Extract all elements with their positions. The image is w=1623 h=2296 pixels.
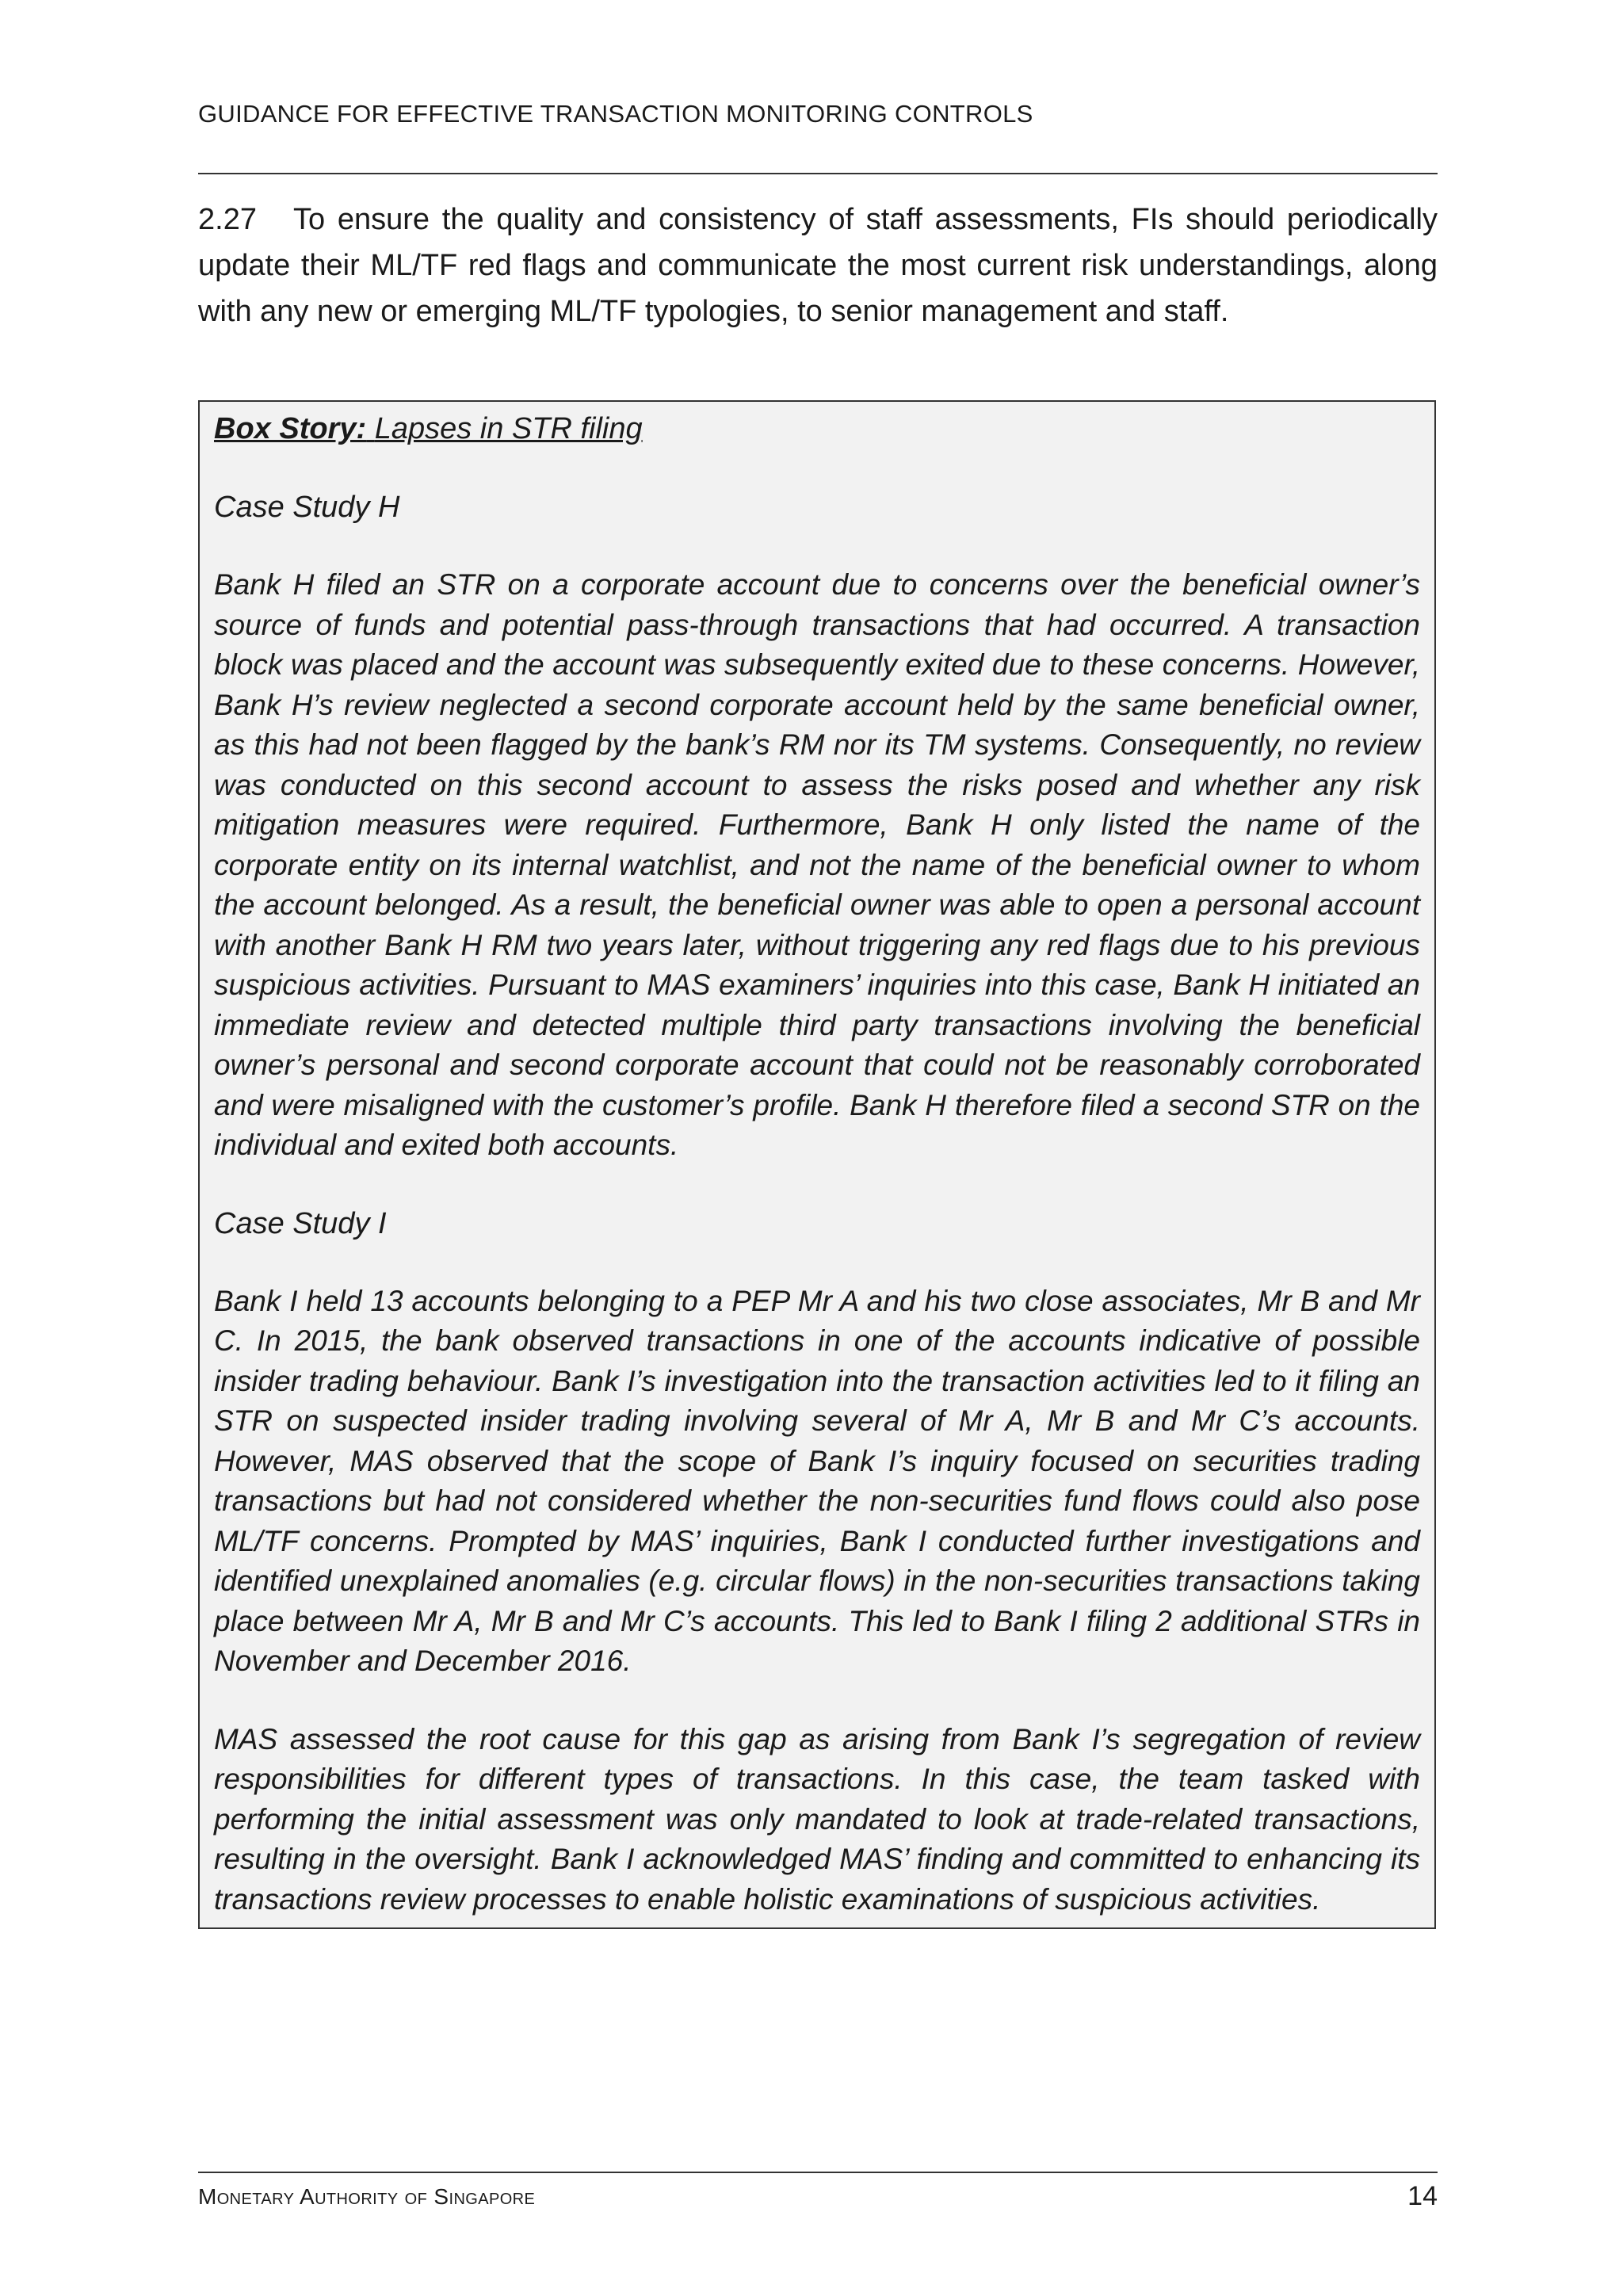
box-story-title <box>214 408 1420 449</box>
paragraph-2-27 <box>198 197 1438 334</box>
header-divider <box>198 173 1438 174</box>
case-study-h-body: Bank H filed an STR on a corporate account due to concerns over the beneficial owner’s source of funds and potential pass-through transactions that had occurred. A transaction block was placed and the account was subsequently exited due to these concerns. However, Bank H’s review neglected a second corporate account held by the same beneficial owner, as this had not been flagged by the bank’s RM nor its TM systems. Consequently, no review was conducted on this second account to assess the risks posed and whether any risk mitigation measures were required. Furthermore, Bank H only listed the name of the corporate entity on its internal watchlist, and not the name of the beneficial owner to whom the account belonged. As a result, the beneficial owner was able to open a personal account with another Bank H RM two years later, without triggering any red flags due to his previous suspicious activities. Pursuant to MAS examiners’ inquiries into this case, Bank H initiated an immediate review and detected multiple third party transactions involving the beneficial owner’s personal and second corporate account that could not be reasonably corroborated and were misaligned with the customer’s profile. Bank H therefore filed a second STR on the individual and exited both accounts. <box>214 568 1420 1161</box>
running-header: GUIDANCE FOR EFFECTIVE TRANSACTION MONITORING CONTROLS <box>198 100 1033 128</box>
footer-organization: Monetary Authority of Singapore <box>198 2184 536 2209</box>
footer-divider <box>198 2172 1438 2173</box>
case-study-i-root-cause: MAS assessed the root cause for this gap as arising from Bank I’s segregation of review responsibilities for different types of transactions. In this case, the team tasked with performing the initial assessment was only mandated to look at trade-related transactions, resulting in the oversight. Bank I acknowledged MAS’ finding and committed to enhancing its transactions review processes to enable holistic examinations of suspicious activities. <box>214 1722 1420 1916</box>
box-story-label: Box Story: <box>214 412 367 445</box>
paragraph-number: 2.27 <box>198 203 257 236</box>
box-story <box>198 400 1436 1929</box>
paragraph-text: To ensure the quality and consistency of staff assessments, FIs should periodically update their ML/TF red flags and communicate the most current risk understandings, along with any new or emerging ML/TF typologies, to senior management and staff. <box>198 203 1438 328</box>
case-study-h-heading: Case Study H <box>214 491 400 524</box>
page-number: 14 <box>1407 2181 1438 2211</box>
case-study-i-heading: Case Study I <box>214 1206 387 1240</box>
case-study-i-body: Bank I held 13 accounts belonging to a PEP Mr A and his two close associates, Mr B and Mr C. In 2015, the bank observed transactions in one of the accounts indicative of possible insider trading behaviour. Bank I’s investigation into the transaction activities led to it filing an STR on suspected insider trading involving several of Mr A, Mr B and Mr C’s accounts. However, MAS observed that the scope of Bank I’s inquiry focused on securities trading transactions but had not considered whether the non-securities fund flows could also pose ML/TF concerns. Prompted by MAS’ inquiries, Bank I conducted further investigations and identified unexplained anomalies (e.g. circular flows) in the non-securities transactions taking place between Mr A, Mr B and Mr C’s accounts. This led to Bank I filing 2 additional STRs in November and December 2016. <box>214 1284 1420 1677</box>
box-story-subject: Lapses in STR filing <box>374 412 643 445</box>
